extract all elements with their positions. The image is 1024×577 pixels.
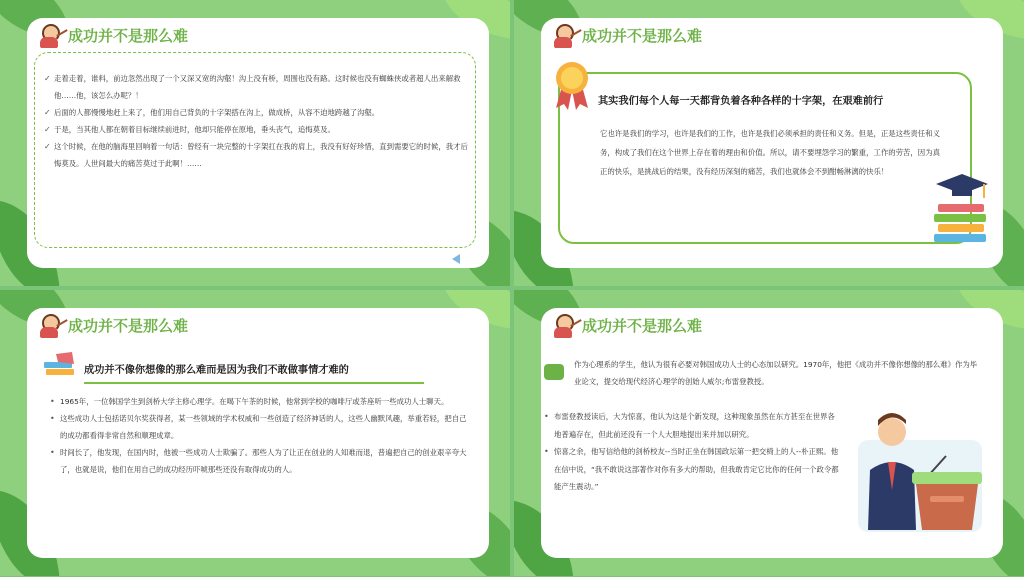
bullet-dot: •: [544, 412, 549, 421]
teacher-icon: [38, 312, 60, 338]
list-item: • 时间长了，他发现，在国内时，他被一些成功人士欺骗了。那些人为了让正在创业的人知难而退，普遍把自己的创业艰辛夸大了，也就是说，他们在用自己的成功经历吓唬那些还没有取得成功的人。: [50, 444, 470, 478]
paragraph: 它也许是我们的学习，也许是我们的工作，也许是我们必须承担的责任和义务。但是，正是这些责任和义务，构成了我们在这个世界上存在着的理由和价值。所以，请不要埋怨学习的繁重，工作的劳苦，因为真正的快乐，是挑战后的结果，没有经历深刻的痛苦，我们也就体会不到酣畅淋漓的快乐！: [600, 129, 940, 176]
list-item: ✓ 走着走着，谁料，前边忽然出现了一个又深又宽的沟壑！沟上没有桥，周围也没有路。这时候也没有蜘蛛侠或者超人出来解救他……他，该怎么办呢？！: [44, 70, 469, 104]
slide-title: 成功并不是那么难: [68, 316, 189, 335]
check-icon: ✓: [44, 108, 51, 117]
list-item: • 1965年，一位韩国学生到剑桥大学主修心理学。在喝下午茶的时候，他常到学校的咖啡厅或茶座听一些成功人士聊天。: [50, 393, 470, 410]
list-item: ✓ 后面的人都慢慢地赶上来了，他们用自己背负的十字架搭在沟上，做成桥，从容不迫地跨越了沟壑。: [44, 104, 469, 121]
bullet-dot: •: [544, 447, 549, 456]
heading-underline: [84, 382, 424, 384]
slide-title: 成功并不是那么难: [582, 26, 703, 45]
list-item: • 布雷登教授读后，大为惊喜，他认为这是个新发现，这种现象虽然在东方甚至在世界各地普遍存在，但此前还没有一个人大胆地提出来并加以研究。: [544, 408, 842, 443]
books-icon: [42, 350, 78, 380]
slide-title: 成功并不是那么难: [68, 26, 189, 45]
check-icon: ✓: [44, 125, 51, 134]
bullet-list: [44, 70, 469, 172]
slide-4[interactable]: [514, 290, 1024, 576]
slide-3[interactable]: [0, 290, 510, 576]
slide-title: 成功并不是那么难: [582, 316, 703, 335]
medal-icon: [552, 60, 592, 110]
title-row: [38, 20, 188, 50]
intro-paragraph: 作为心理系的学生，他认为很有必要对韩国成功人士的心态加以研究。1970年，他把《成功并不像你想像的那么难》作为毕业论文，提交给现代经济心理学的创始人威尔;布雷登教授。: [574, 360, 978, 386]
slide-1[interactable]: [0, 0, 510, 286]
books-graduation-cap-icon: [932, 170, 990, 246]
bullet-list: [50, 393, 470, 478]
title-row: [38, 310, 188, 340]
section-heading: 成功并不像你想像的那么难而是因为我们不敢做事情才难的: [84, 365, 349, 376]
teacher-icon: [552, 22, 574, 48]
bullet-list: [544, 408, 842, 496]
bullet-dot: •: [50, 397, 55, 406]
slide-2[interactable]: [514, 0, 1024, 286]
title-row: [552, 310, 702, 340]
bullet-dot: •: [50, 448, 55, 457]
teacher-icon: [552, 312, 574, 338]
chat-icon: [544, 364, 564, 380]
list-item: • 这些成功人士包括诺贝尔奖获得者，某一些领域的学术权威和一些创造了经济神话的人，这些人幽默风趣，举重若轻，把自己的成功都看得非常自然和顺理成章。: [50, 410, 470, 444]
list-item: • 惊喜之余，他写信给他的剑桥校友--当时正坐在韩国政坛第一把交椅上的人--朴正熙。他在信中说，“我不敢说这部著作对你有多大的帮助，但我敢肯定它比你的任何一个政令都能产生震动。”: [544, 443, 842, 496]
list-item: ✓ 这个时候，在他的脑海里回响着一句话：曾经有一块完整的十字架扛在我的肩上，我没有好好珍惜，直到需要它的时候，我才后悔莫及。人世间最大的痛苦莫过于此啊！……: [44, 138, 469, 172]
title-row: [552, 20, 702, 50]
check-icon: ✓: [44, 142, 51, 151]
speaker-at-podium-illustration: [850, 400, 990, 540]
bullet-dot: •: [50, 414, 55, 423]
triangle-icon: [452, 254, 460, 264]
list-item: ✓ 于是，当其他人都在朝着目标继续前进时，他却只能停在原地，垂头丧气，追悔莫及。: [44, 121, 469, 138]
teacher-icon: [38, 22, 60, 48]
section-heading: 其实我们每个人每一天都背负着各种各样的十字架，在艰难前行: [598, 96, 884, 107]
check-icon: ✓: [44, 74, 51, 83]
